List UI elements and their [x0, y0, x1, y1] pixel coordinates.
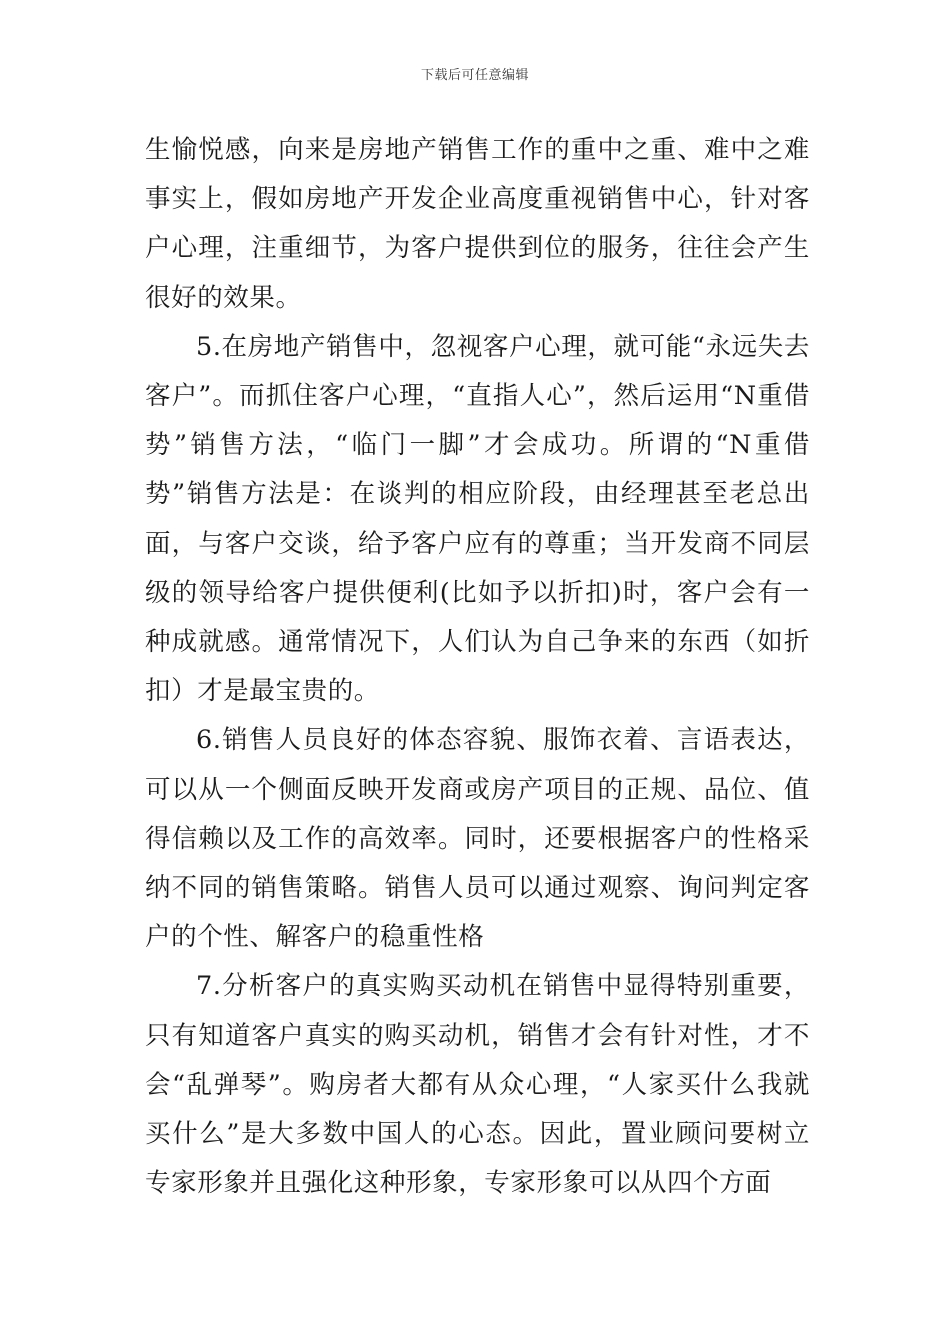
page-header: 下载后可任意编辑	[420, 68, 529, 83]
paragraph-point-5: 5.在房地产销售中，忽视客户心理，就可能“永远失去客户”。而抓住客户心理，“直指人心”，然后运用“N重借势”销售方法，“临门一脚”才会成功。所谓的“N重借势”销售方法是：在谈判的相应阶段，由经理甚至老总出面，与客户交谈，给予客户应有的尊重；当开发商不同层级的领导给客户提供便利(比如予以折扣)时，客户会有一种成就感。通常情况下，人们认为自己争来的东西（如折扣）才是最宝贵的。	[145, 331, 810, 707]
paragraph-point-7: 7.分析客户的真实购买动机在销售中显得特别重要，只有知道客户真实的购买动机，销售才会有针对性，才不会“乱弹琴”。购房者大都有从众心理，“人家买什么我就买什么”是大多数中国人的心态。因此，置业顾问要树立专家形象并且强化这种形象，专家形象可以从四个方面	[145, 971, 810, 1199]
paragraph-point-6: 6.销售人员良好的体态容貌、服饰衣着、言语表达，可以从一个侧面反映开发商或房产项目的正规、品位、值得信赖以及工作的高效率。同时，还要根据客户的性格采纳不同的销售策略。销售人员可以通过观察、询问判定客户的个性、解客户的稳重性格	[145, 725, 810, 953]
paragraph-continuation: 生愉悦感，向来是房地产销售工作的重中之重、难中之难事实上，假如房地产开发企业高度重视销售中心，针对客户心理，注重细节，为客户提供到位的服务，往往会产生很好的效果。	[145, 135, 810, 313]
document-body	[145, 126, 810, 1208]
